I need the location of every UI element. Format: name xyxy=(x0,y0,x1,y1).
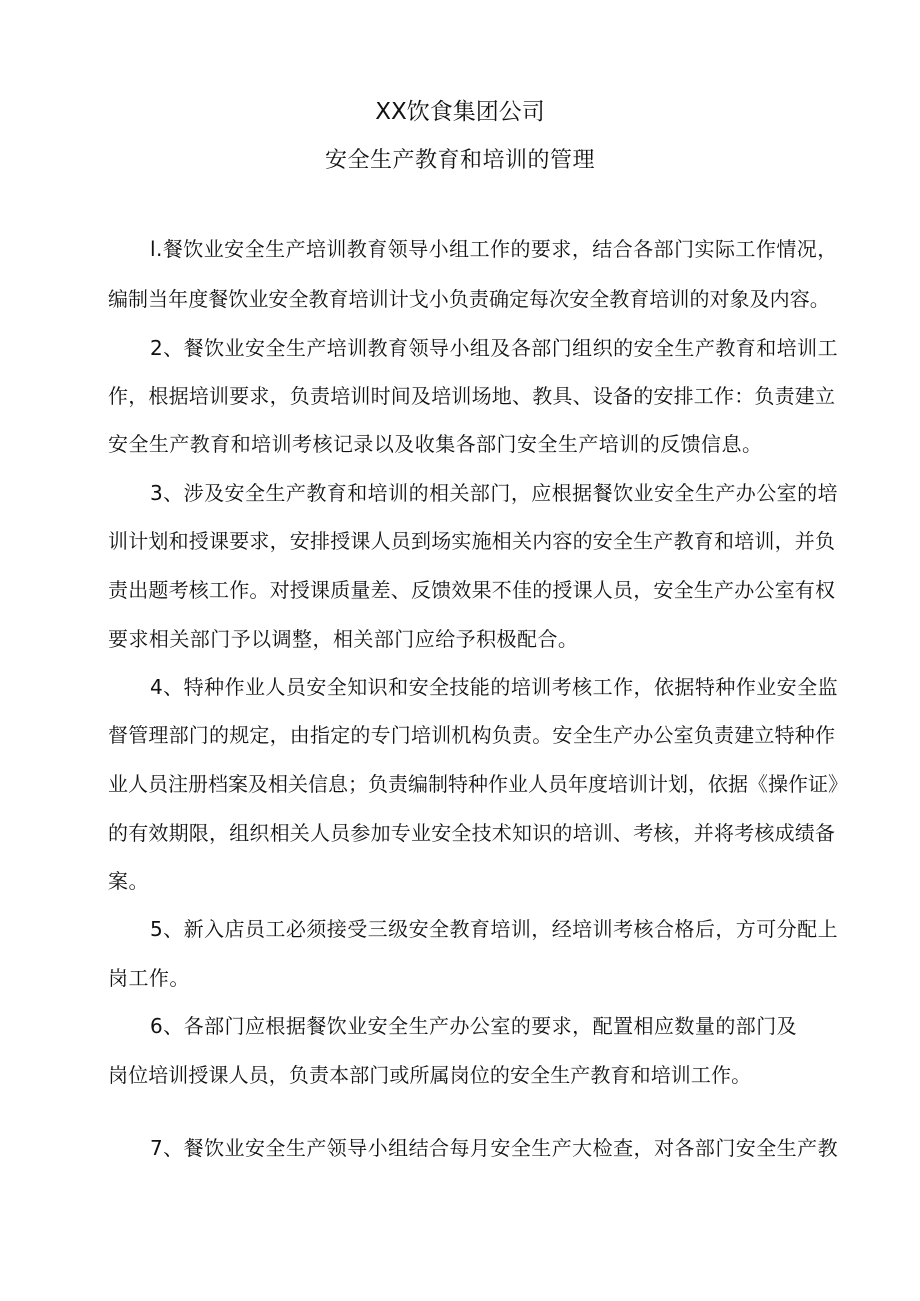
paragraph-4-line-2: 督管理部门的规定，由指定的专门培训机构负责。安全生产办公室负责建立特种作 xyxy=(108,723,836,747)
paragraph-6-line-2: 岗位培训授课人员，负责本部门或所属岗位的安全生产教育和培训工作。 xyxy=(108,1063,752,1087)
paragraph-6-line-1: 6、各部门应根据餐饮业安全生产办公室的要求，配置相应数量的部门及 xyxy=(150,1014,798,1038)
paragraph-1-line-2: 编制当年度餐饮业安全教育培训计戈小负责确定每次安全教育培训的对象及内容。 xyxy=(108,287,830,311)
paragraph-4-line-3: 业人员注册档案及相关信息；负责编制特种作业人员年度培训计划，依据《操作证》 xyxy=(108,772,848,796)
paragraph-3-line-3: 责出题考核工作。对授课质量差、反馈效果不佳的授课人员，安全生产办公室有权 xyxy=(108,578,836,602)
paragraph-3-line-4: 要求相关部门予以调整，相关部门应给予积极配合。 xyxy=(108,627,579,651)
paragraph-3-line-1: 3、涉及安全生产教育和培训的相关部门，应根据餐饮业安全生产办公室的培 xyxy=(150,481,839,505)
paragraph-4-line-4: 的有效期限，组织相关人员参加专业安全技术知识的培训、考核，并将考核成绩备 xyxy=(108,821,836,845)
paragraph-4-line-1: 4、特种作业人员安全知识和安全技能的培训考核工作，依据特种作业安全监 xyxy=(150,675,839,699)
paragraph-5-line-2: 岗工作。 xyxy=(108,966,190,990)
document-subtitle: 安全生产教育和培训的管理 xyxy=(324,148,595,173)
paragraph-2-line-2: 作，根据培训要求，负责培训时间及培训场地、教具、设备的安排工作：负责建立 xyxy=(108,384,836,408)
paragraph-1-line-1: l.餐饮业安全生产培训教育领导小组工作的要求，结合各部门实际工作情况， xyxy=(150,237,838,261)
document-title: XX饮食集团公司 xyxy=(375,99,545,125)
paragraph-2-line-3: 安全生产教育和培训考核记录以及收集各部门安全生产培训的反馈信息。 xyxy=(108,432,763,456)
paragraph-7-line-1: 7、餐饮业安全生产领导小组结合每月安全生产大检查，对各部门安全生产教 xyxy=(150,1136,839,1160)
paragraph-2-line-1: 2、餐饮业安全生产培训教育领导小组及各部门组织的安全生产教育和培训工 xyxy=(150,336,839,360)
paragraph-5-line-1: 5、新入店员工必须接受三级安全教育培训，经培训考核合格后，方可分配上 xyxy=(150,917,839,941)
paragraph-3-line-2: 训计划和授课要求，安排授课人员到场实施相关内容的安全生产教育和培训，并负 xyxy=(108,529,836,553)
paragraph-4-line-5: 案。 xyxy=(108,869,149,893)
